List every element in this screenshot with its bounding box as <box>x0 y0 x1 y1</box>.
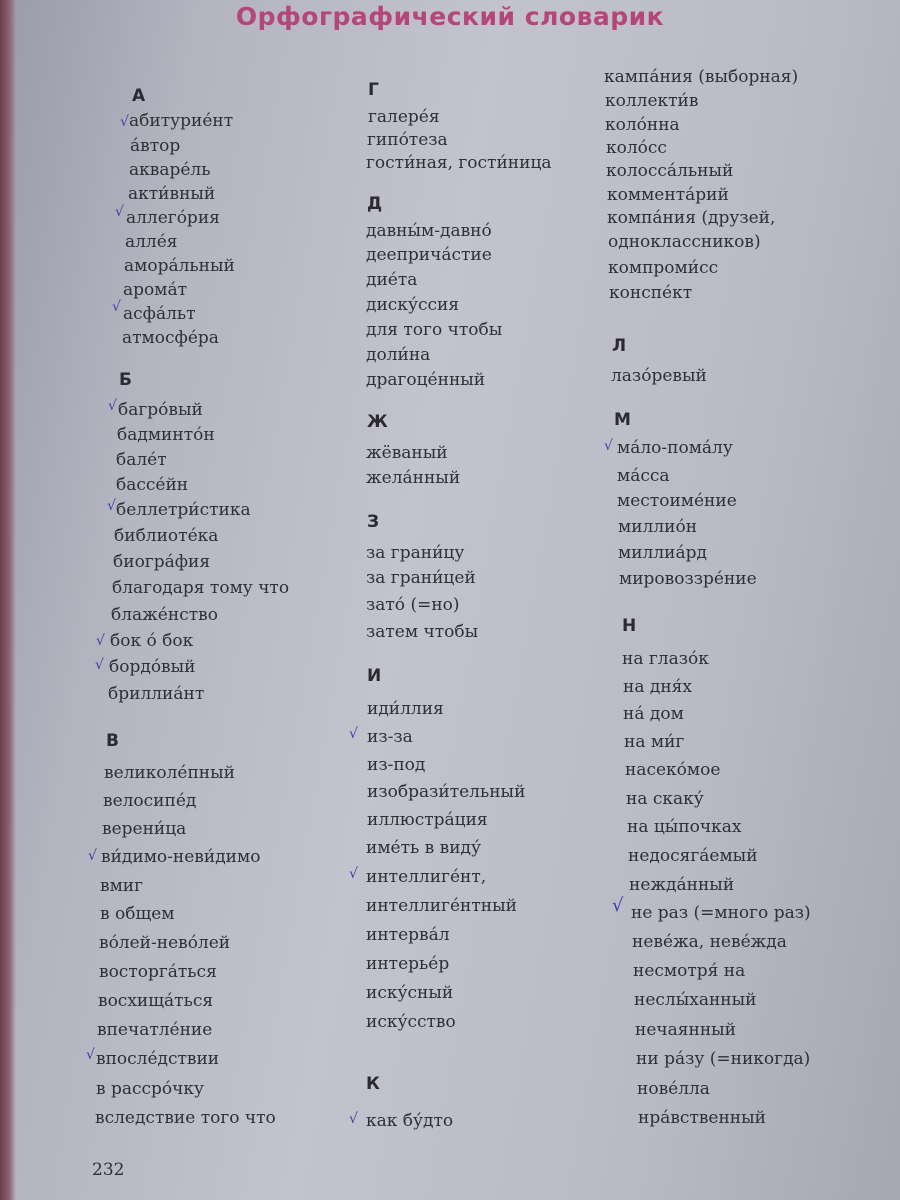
dictionary-word: из-под <box>367 755 426 775</box>
checkmark-icon: √ <box>115 204 124 220</box>
dictionary-word: библиоте́ка <box>114 526 219 546</box>
dictionary-word: коло́нна <box>605 115 680 135</box>
dictionary-word: как бу́дто <box>366 1111 454 1131</box>
dictionary-word: вмиг <box>100 876 144 896</box>
dictionary-word: зато́ (=но) <box>366 595 460 615</box>
dictionary-word: на дня́х <box>623 677 692 697</box>
dictionary-word: миллио́н <box>618 517 698 537</box>
dictionary-word: вследствие того что <box>95 1108 276 1128</box>
dictionary-word: мировоззре́ние <box>619 569 757 589</box>
dictionary-word: на глазо́к <box>622 649 709 669</box>
letter-heading-v: В <box>106 731 119 751</box>
dictionary-word: затем чтобы <box>366 622 479 642</box>
dictionary-word: в общем <box>100 904 175 924</box>
dictionary-word: нежда́нный <box>629 875 735 895</box>
checkmark-icon: √ <box>349 726 358 742</box>
dictionary-word: для того чтобы <box>366 320 503 340</box>
dictionary-word: велосипе́д <box>103 791 197 811</box>
dictionary-word: интеллиге́нтный <box>366 896 517 916</box>
dictionary-word: интерье́р <box>366 954 450 974</box>
dictionary-word: акти́вный <box>128 184 216 204</box>
checkmark-icon: √ <box>112 299 121 315</box>
dictionary-word: за грани́цей <box>366 568 476 588</box>
dictionary-word: бордо́вый <box>109 657 196 677</box>
dictionary-word: давны́м-давно́ <box>366 221 492 241</box>
dictionary-word: ма́ло-пома́лу <box>617 438 733 458</box>
dictionary-word: алле́я <box>125 232 178 252</box>
dictionary-word: абитурие́нт <box>129 111 234 131</box>
letter-heading-i: И <box>367 666 382 686</box>
dictionary-word: из-за <box>367 727 413 747</box>
dictionary-word: иллюстра́ция <box>367 810 488 830</box>
letter-heading-zh: Ж <box>367 412 388 432</box>
checkmark-icon: √ <box>604 438 613 454</box>
dictionary-word: арома́т <box>123 280 188 300</box>
dictionary-word: коллекти́в <box>605 91 699 111</box>
dictionary-word: бок о́ бок <box>110 631 194 651</box>
dictionary-word: недосяга́емый <box>628 846 758 866</box>
checkmark-icon: √ <box>96 633 105 649</box>
checkmark-icon: √ <box>612 895 624 916</box>
dictionary-word: жёваный <box>366 443 448 463</box>
checkmark-icon: √ <box>107 498 116 514</box>
dictionary-word: бадминто́н <box>117 425 215 445</box>
dictionary-word: несмотря́ на <box>633 961 746 981</box>
dictionary-word: драгоце́нный <box>366 370 486 390</box>
dictionary-word: на ми́г <box>624 732 685 752</box>
dictionary-word: галере́я <box>368 107 440 127</box>
dictionary-word: впосле́дствии <box>96 1049 220 1069</box>
dictionary-word: изобрази́тельный <box>367 782 526 802</box>
dictionary-word: иску́сство <box>366 1012 456 1032</box>
dictionary-word: иску́сный <box>366 983 454 1003</box>
dictionary-word: верени́ца <box>102 819 187 839</box>
page-title: Орфографический словарик <box>235 2 665 31</box>
dictionary-word: во́лей-нево́лей <box>99 933 231 953</box>
dictionary-word: на́ дом <box>623 704 684 724</box>
checkmark-icon: √ <box>108 398 117 414</box>
dictionary-word: местоиме́ние <box>617 491 737 511</box>
dictionary-word: багро́вый <box>118 400 203 420</box>
dictionary-word: насеко́мое <box>625 760 721 780</box>
dictionary-word: компа́ния (друзей, <box>607 208 776 228</box>
dictionary-word: бассе́йн <box>116 475 189 495</box>
dictionary-word: амора́льный <box>124 256 235 276</box>
dictionary-word: беллетри́стика <box>116 500 251 520</box>
dictionary-word: нове́лла <box>637 1079 710 1099</box>
dictionary-word: неве́жа, неве́жда <box>632 932 787 952</box>
dictionary-word: на цы́почках <box>627 817 742 837</box>
dictionary-word: ви́димо-неви́димо <box>101 847 261 867</box>
dictionary-word: на скаку́ <box>626 789 704 809</box>
dictionary-word: акваре́ль <box>129 160 211 180</box>
dictionary-word: колосса́льный <box>606 161 734 181</box>
checkmark-icon: √ <box>88 848 97 864</box>
dictionary-word: интеллиге́нт, <box>366 867 487 887</box>
dictionary-word: нечаянный <box>635 1020 737 1040</box>
dictionary-word: не раз (=много раз) <box>631 903 811 923</box>
dictionary-word: благодаря тому что <box>112 578 290 598</box>
dictionary-word: а́втор <box>130 136 181 156</box>
dictionary-word: впечатле́ние <box>97 1020 213 1040</box>
dictionary-word: нра́вственный <box>638 1108 766 1128</box>
dictionary-word: иди́ллия <box>367 699 444 719</box>
dictionary-word: асфа́льт <box>123 304 196 324</box>
letter-heading-a: А <box>132 86 146 106</box>
dictionary-word: диску́ссия <box>366 295 460 315</box>
dictionary-word: бриллиа́нт <box>108 684 205 704</box>
letter-heading-z: З <box>367 512 380 532</box>
dictionary-word: дие́та <box>366 270 418 290</box>
dictionary-word: дееприча́стие <box>366 245 492 265</box>
dictionary-word: блаже́нство <box>111 605 218 625</box>
dictionary-word: конспе́кт <box>609 283 693 303</box>
letter-heading-l: Л <box>612 336 627 356</box>
dictionary-word: кампа́ния (выборная) <box>604 67 799 87</box>
dictionary-word: бале́т <box>116 450 167 470</box>
page-number: 232 <box>92 1160 125 1180</box>
dictionary-word: име́ть в виду́ <box>366 838 482 858</box>
dictionary-word: лазо́ревый <box>611 366 707 386</box>
dictionary-word: компроми́сс <box>608 258 719 278</box>
book-spine-edge <box>0 0 16 1200</box>
letter-heading-m: М <box>614 410 631 430</box>
dictionary-word: восторга́ться <box>99 962 217 982</box>
dictionary-word: в рассро́чку <box>96 1079 205 1099</box>
checkmark-icon: √ <box>349 866 358 882</box>
dictionary-word: одноклассников) <box>608 232 761 252</box>
dictionary-word: великоле́пный <box>104 763 236 783</box>
dictionary-word: восхища́ться <box>98 991 214 1011</box>
dictionary-word: коммента́рий <box>607 185 729 205</box>
dictionary-word: коло́сс <box>606 138 667 158</box>
dictionary-word: неслы́ханный <box>634 990 757 1010</box>
checkmark-icon: √ <box>95 657 104 673</box>
dictionary-word: биогра́фия <box>113 552 211 572</box>
checkmark-icon: √ <box>120 114 129 130</box>
checkmark-icon: √ <box>86 1047 95 1063</box>
dictionary-word: миллиа́рд <box>618 543 707 563</box>
dictionary-word: атмосфе́ра <box>122 328 219 348</box>
checkmark-icon: √ <box>349 1111 358 1127</box>
letter-heading-k: К <box>366 1074 380 1094</box>
dictionary-word: ма́сса <box>617 466 670 486</box>
dictionary-word: за грани́цу <box>366 543 465 563</box>
dictionary-word: интерва́л <box>366 925 450 945</box>
dictionary-word: ни ра́зу (=никогда) <box>636 1049 811 1069</box>
letter-heading-n: Н <box>622 616 637 636</box>
dictionary-word: аллего́рия <box>126 208 220 228</box>
dictionary-word: гипо́теза <box>367 130 448 150</box>
letter-heading-d: Д <box>367 194 383 214</box>
dictionary-word: жела́нный <box>366 468 461 488</box>
dictionary-word: доли́на <box>366 345 431 365</box>
letter-heading-b: Б <box>119 370 132 390</box>
letter-heading-g: Г <box>368 80 379 100</box>
dictionary-word: гости́ная, гости́ница <box>366 153 552 173</box>
